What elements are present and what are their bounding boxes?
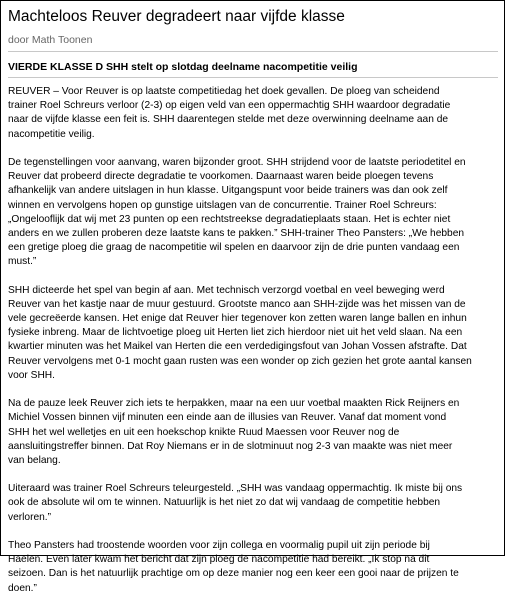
header-divider — [8, 51, 498, 52]
paragraph-line: van belang. — [8, 454, 61, 466]
paragraph-line: SHH dicteerde het spel van begin af aan. Met technisch verzorgd voetbal en veel beweging werd — [8, 284, 445, 296]
paragraph-line: trainer Roel Schreurs verloor (2-3) op eigen veld van een oppermachtig SHH waardoor degradatie — [8, 100, 451, 112]
paragraph-line: nacompetitie veilig. — [8, 128, 95, 140]
article-paragraph — [8, 539, 502, 596]
paragraph-line: anders en we zullen proberen deze laatste kans te pakken.” SHH-trainer Theo Pansters: „We hebben — [8, 227, 465, 239]
paragraph-line: Theo Pansters had troostende woorden voor zijn collega en voormalig pupil uit zijn periode bij — [8, 539, 430, 551]
paragraph-line: vele gecreëerde kansen. Het enige dat Reuver hier tegenover kon zetten waren lange ballen en inhun — [8, 313, 467, 325]
paragraph-line: Haelen. Even later kwam het bericht dat zijn ploeg de nacompetitie had bereikt. „Ik stop na dit — [8, 554, 430, 566]
article-body — [8, 85, 502, 610]
paragraph-line: „Ongelooflijk dat wij met 23 punten op een rechtstreekse degradatieplaats staan. Het is echter niet — [8, 213, 451, 225]
paragraph-line: must.” — [8, 256, 37, 268]
paragraph-line: Na de pauze leek Reuver zich iets te herpakken, maar na een uur voetbal maakten Rick Reijners en — [8, 398, 460, 410]
article-paragraph — [8, 482, 502, 525]
paragraph-line: SHH het wel welletjes en uit een hoekschop knikte Ruud Maessen voor Reuver nog de — [8, 426, 400, 438]
paragraph-line: afhankelijk van andere uitslagen in hun klasse. Uitgangspunt voor beide trainers was dan ook zelf — [8, 185, 448, 197]
article-title: Machteloos Reuver degradeert naar vijfde klasse — [8, 8, 345, 25]
paragraph-line: Reuver vervolgens met 0-1 mocht gaan rusten was een wonder op zich gezien het grote aantal kansen — [8, 355, 472, 367]
paragraph-line: Reuver dat probeerd directe degradatie te voorkomen. Daarnaast waren beide ploegen tevens — [8, 171, 434, 183]
paragraph-line: aansluitingstreffer binnen. Dat Roy Niemans er in de slotminuut nog 2-3 van maakte was niet meer — [8, 440, 453, 452]
paragraph-line: Reuver van het kastje naar de muur gestuurd. Grootste manco aan SHH-zijde was het missen van de — [8, 298, 466, 310]
paragraph-line: Michiel Vossen binnen vijf minuten een einde aan de illusies van Reuver. Vanaf dat moment vond — [8, 412, 447, 424]
paragraph-line: ook de absolute wil om te winnen. Natuurlijk is het niet zo dat wij vandaag de competitie hebben — [8, 497, 441, 509]
paragraph-line: De tegenstellingen voor aanvang, waren bijzonder groot. SHH strijdend voor de laatste periodetitel en — [8, 156, 466, 168]
paragraph-line: doen.” — [8, 582, 37, 594]
article-paragraph — [8, 284, 502, 383]
lead-divider — [8, 77, 498, 78]
paragraph-line: REUVER – Voor Reuver is op laatste competitiedag het doek gevallen. De ploeg van scheidend — [8, 86, 440, 97]
paragraph-line: voor SHH. — [8, 369, 55, 381]
article-paragraph — [8, 397, 502, 468]
paragraph-line: seizoen. Dan is het natuurlijk prachtige om op deze manier nog een keer een gooi naar de prijzen te — [8, 568, 459, 580]
paragraph-line: Uiteraard was trainer Roel Schreurs teleurgesteld. „SHH was vandaag oppermachtig. Ik miste bij ons — [8, 483, 463, 495]
paragraph-line: een gretige ploeg die graag de nacompetitie wil spelen en daarvoor zijn de drie punten vandaag een — [8, 242, 460, 254]
paragraph-line: kwartier minuten was het Maikel van Herten die een verdedigingsfout van Johan Vossen afstrafte. Dat — [8, 341, 467, 353]
article-author: door Math Toonen — [8, 34, 93, 46]
paragraph-line: fysieke inbreng. Maar de lichtvoetige ploeg uit Herten liet zich hierdoor niet uit het veld slaan. Na een — [8, 327, 463, 339]
article-paragraph — [8, 156, 502, 270]
paragraph-line: naar de vijfde klasse een feit is. SHH daarentegen stelde met deze overwinning deelname aan de — [8, 114, 449, 126]
article-lead: VIERDE KLASSE D SHH stelt op slotdag deelname nacompetitie veilig — [8, 61, 358, 73]
paragraph-line: verloren.” — [8, 511, 52, 523]
paragraph-line: winnen en vervolgens hopen op gunstige uitslagen van de concurrentie. Trainer Roel Schreurs: — [8, 199, 437, 211]
article-paragraph — [8, 85, 502, 142]
